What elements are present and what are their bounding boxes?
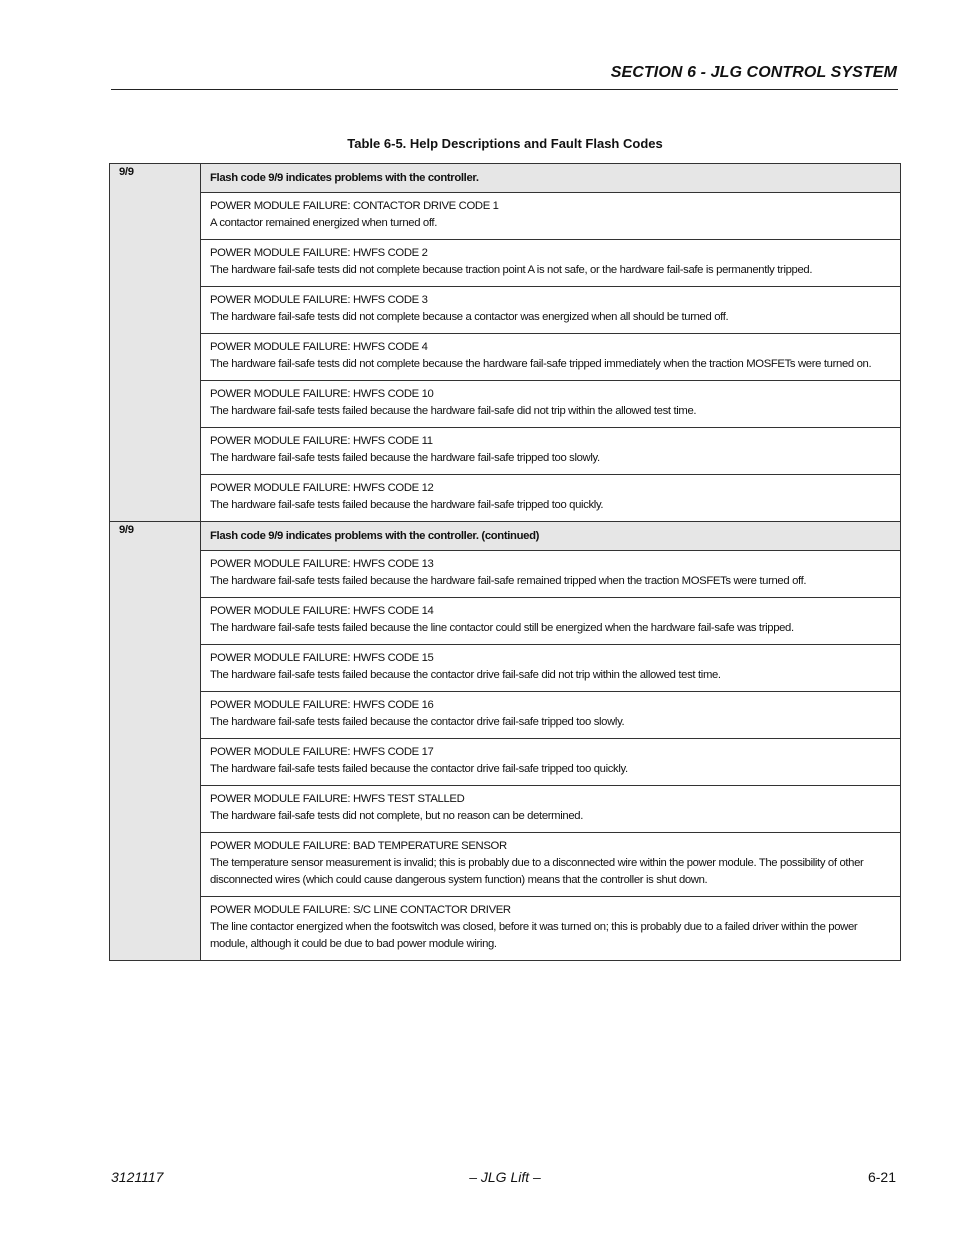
fault-description: The hardware fail-safe tests failed because the line contactor could still be energized when the hardware fail-safe was tripped. <box>210 622 794 634</box>
fault-description: The hardware fail-safe tests failed because the hardware fail-safe did not trip within the allowed test time. <box>210 405 697 417</box>
table-row <box>110 334 901 381</box>
fault-description: The hardware fail-safe tests failed because the hardware fail-safe remained tripped when the traction MOSFETs were turned off. <box>210 575 807 587</box>
flash-code-cell: 9/9 <box>110 164 201 522</box>
fault-description-cell <box>201 833 901 897</box>
table-row <box>110 692 901 739</box>
fault-description: The line contactor energized when the footswitch was closed, before it was turned on; this is probably due to a failed driver within the power module, although it could be due to bad power module wiring. <box>210 921 858 950</box>
table-row <box>110 240 901 287</box>
fault-description-cell <box>201 475 901 522</box>
fault-description: The hardware fail-safe tests did not complete because a contactor was energized when all should be turned off. <box>210 311 729 323</box>
fault-title: POWER MODULE FAILURE: HWFS CODE 17 <box>210 746 434 758</box>
fault-description: The hardware fail-safe tests did not complete because the hardware fail-safe tripped immediately when the traction MOSFETs were turned on. <box>210 358 872 370</box>
fault-title: POWER MODULE FAILURE: HWFS CODE 2 <box>210 247 428 259</box>
header-divider <box>111 89 898 90</box>
group-header-row <box>110 164 901 193</box>
flash-code-cell: 9/9 <box>110 522 201 961</box>
table-row <box>110 428 901 475</box>
fault-title: POWER MODULE FAILURE: HWFS CODE 10 <box>210 388 434 400</box>
fault-description-cell <box>201 428 901 475</box>
fault-description-cell <box>201 551 901 598</box>
fault-description-cell <box>201 193 901 240</box>
fault-title: POWER MODULE FAILURE: HWFS CODE 14 <box>210 605 434 617</box>
table-row <box>110 833 901 897</box>
fault-description-cell <box>201 786 901 833</box>
table-caption: Table 6-5. Help Descriptions and Fault Flash Codes <box>347 136 663 151</box>
table-row <box>110 786 901 833</box>
group-header-row <box>110 522 901 551</box>
table-row <box>110 739 901 786</box>
fault-title: POWER MODULE FAILURE: HWFS CODE 16 <box>210 699 434 711</box>
fault-flash-codes-table <box>109 163 901 961</box>
table-row <box>110 598 901 645</box>
fault-description-cell <box>201 598 901 645</box>
fault-title: POWER MODULE FAILURE: HWFS CODE 11 <box>210 435 433 447</box>
fault-title: POWER MODULE FAILURE: HWFS TEST STALLED <box>210 793 465 805</box>
fault-description: The hardware fail-safe tests failed because the contactor drive fail-safe tripped too quickly. <box>210 763 628 775</box>
fault-title: POWER MODULE FAILURE: CONTACTOR DRIVE CODE 1 <box>210 200 499 212</box>
fault-description-cell <box>201 334 901 381</box>
table-row <box>110 381 901 428</box>
fault-description: The temperature sensor measurement is invalid; this is probably due to a disconnected wire within the power module. The possibility of other disconnected wires (which could cause dangerous system function) means that the controller is shut down. <box>210 857 864 886</box>
fault-description: The hardware fail-safe tests failed because the hardware fail-safe tripped too slowly. <box>210 452 600 464</box>
fault-description-cell <box>201 739 901 786</box>
fault-description: The hardware fail-safe tests did not complete because traction point A is not safe, or the hardware fail-safe is permanently tripped. <box>210 264 813 276</box>
fault-description-cell <box>201 645 901 692</box>
table-row <box>110 551 901 598</box>
table-row <box>110 897 901 961</box>
fault-description-cell <box>201 692 901 739</box>
table-row <box>110 475 901 522</box>
fault-description: The hardware fail-safe tests did not complete, but no reason can be determined. <box>210 810 583 822</box>
group-heading: Flash code 9/9 indicates problems with the controller. (continued) <box>201 522 901 551</box>
section-title: SECTION 6 - JLG CONTROL SYSTEM <box>610 64 897 81</box>
doc-number: 3121117 <box>111 1169 164 1185</box>
fault-title: POWER MODULE FAILURE: HWFS CODE 15 <box>210 652 434 664</box>
table-body <box>110 164 901 961</box>
table-row <box>110 193 901 240</box>
fault-description: The hardware fail-safe tests failed because the hardware fail-safe tripped too quickly. <box>210 499 604 511</box>
footer-brand: – JLG Lift – <box>469 1169 541 1185</box>
fault-description: The hardware fail-safe tests failed because the contactor drive fail-safe tripped too slowly. <box>210 716 625 728</box>
fault-description-cell <box>201 381 901 428</box>
fault-title: POWER MODULE FAILURE: BAD TEMPERATURE SENSOR <box>210 840 507 852</box>
fault-title: POWER MODULE FAILURE: HWFS CODE 3 <box>210 294 428 306</box>
group-heading: Flash code 9/9 indicates problems with the controller. <box>201 164 901 193</box>
fault-description: A contactor remained energized when turned off. <box>210 217 438 229</box>
fault-description: The hardware fail-safe tests failed because the contactor drive fail-safe did not trip within the allowed test time. <box>210 669 721 681</box>
page-number: 6-21 <box>867 1169 896 1185</box>
fault-description-cell <box>201 240 901 287</box>
fault-title: POWER MODULE FAILURE: HWFS CODE 12 <box>210 482 434 494</box>
table-row <box>110 287 901 334</box>
fault-title: POWER MODULE FAILURE: HWFS CODE 4 <box>210 341 428 353</box>
fault-title: POWER MODULE FAILURE: HWFS CODE 13 <box>210 558 434 570</box>
fault-description-cell <box>201 287 901 334</box>
table-row <box>110 645 901 692</box>
fault-description-cell <box>201 897 901 961</box>
fault-title: POWER MODULE FAILURE: S/C LINE CONTACTOR DRIVER <box>210 904 511 916</box>
